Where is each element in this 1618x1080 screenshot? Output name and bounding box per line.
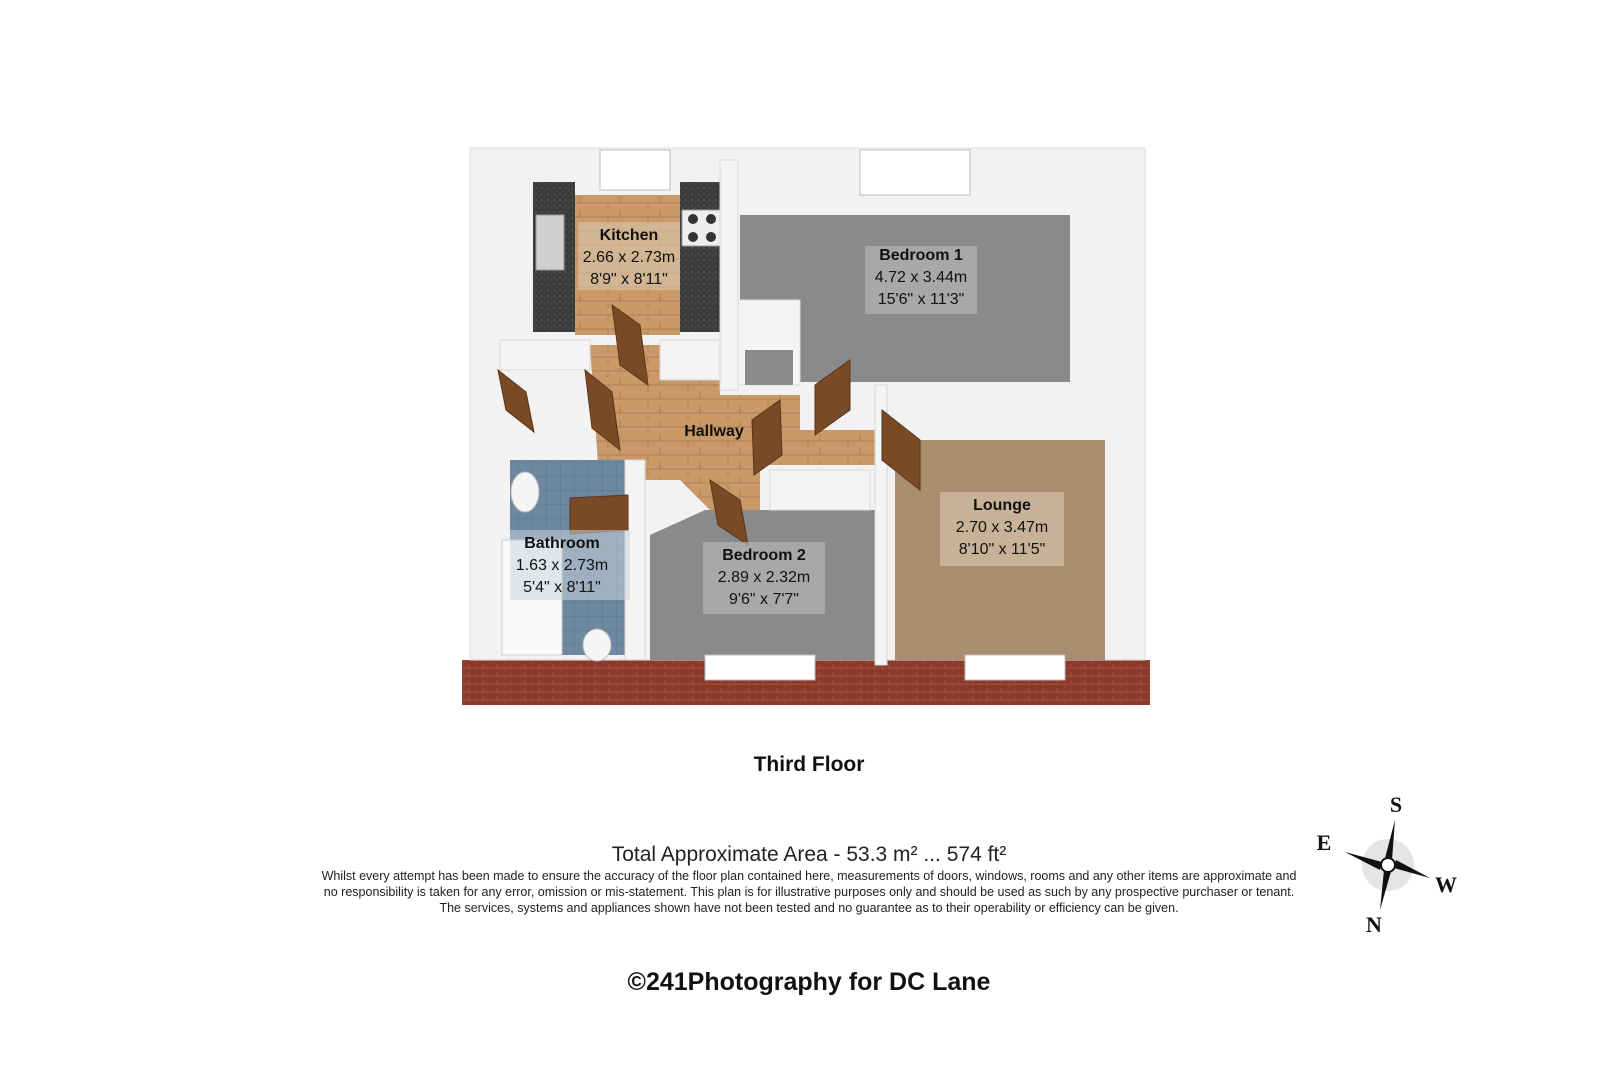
room-label-kitchen	[578, 222, 680, 290]
basin	[511, 472, 539, 512]
room-label-lounge	[940, 492, 1064, 566]
sink	[536, 215, 564, 270]
room-metric: 4.72 x 3.44m	[874, 269, 968, 286]
room-label-bedroom1	[865, 246, 977, 314]
room-label-bedroom2	[703, 542, 825, 614]
room-name: Bedroom 2	[722, 547, 806, 564]
copyright-credit: ©241Photography for DC Lane	[627, 968, 991, 996]
room-metric: 1.63 x 2.73m	[515, 557, 609, 574]
room-name: Bathroom	[524, 535, 600, 552]
room-imperial: 9'6" x 7'7"	[729, 591, 799, 608]
room-name: Kitchen	[599, 227, 659, 244]
room-name: Bedroom 1	[879, 247, 963, 264]
disclaimer-line: The services, systems and appliances shown have not been tested and no guarantee as to their operability or efficiency can be given.	[439, 901, 1179, 915]
compass-bottom-letter: N	[1366, 912, 1382, 937]
toilet	[583, 629, 611, 661]
room-imperial: 5'4" x 8'11"	[523, 579, 601, 596]
room-imperial: 15'6" x 11'3"	[877, 291, 965, 308]
kitchen-worktop-right	[680, 182, 724, 332]
cupboard-floor	[745, 350, 793, 385]
hob	[682, 210, 722, 246]
room-name: Hallway	[684, 423, 744, 440]
total-area: Total Approximate Area - 53.3 m² ... 574 ft²	[611, 843, 1007, 866]
room-metric: 2.89 x 2.32m	[717, 569, 811, 586]
disclaimer	[0, 868, 1618, 916]
room-imperial: 8'10" x 11'5"	[958, 541, 1046, 558]
room-name: Lounge	[973, 497, 1031, 514]
room-imperial: 8'9" x 8'11"	[590, 271, 668, 288]
compass-top-letter: S	[1389, 792, 1403, 817]
room-metric: 2.70 x 3.47m	[955, 519, 1049, 536]
room-label-hallway	[684, 423, 744, 440]
compass-right-letter: W	[1435, 872, 1457, 897]
room-label-bathroom	[510, 530, 630, 600]
floor-name: Third Floor	[753, 753, 865, 776]
room-metric: 2.66 x 2.73m	[582, 249, 676, 266]
disclaimer-line: Whilst every attempt has been made to ensure the accuracy of the floor plan contained here, measurements of doors, windows, rooms and any other items are approximate and	[321, 869, 1297, 883]
compass-left-letter: E	[1316, 830, 1332, 855]
disclaimer-line: no responsibility is taken for any error, omission or mis-statement. This plan is for illustrative purposes only and should be used as such by any prospective purchaser or tenant.	[323, 885, 1295, 899]
